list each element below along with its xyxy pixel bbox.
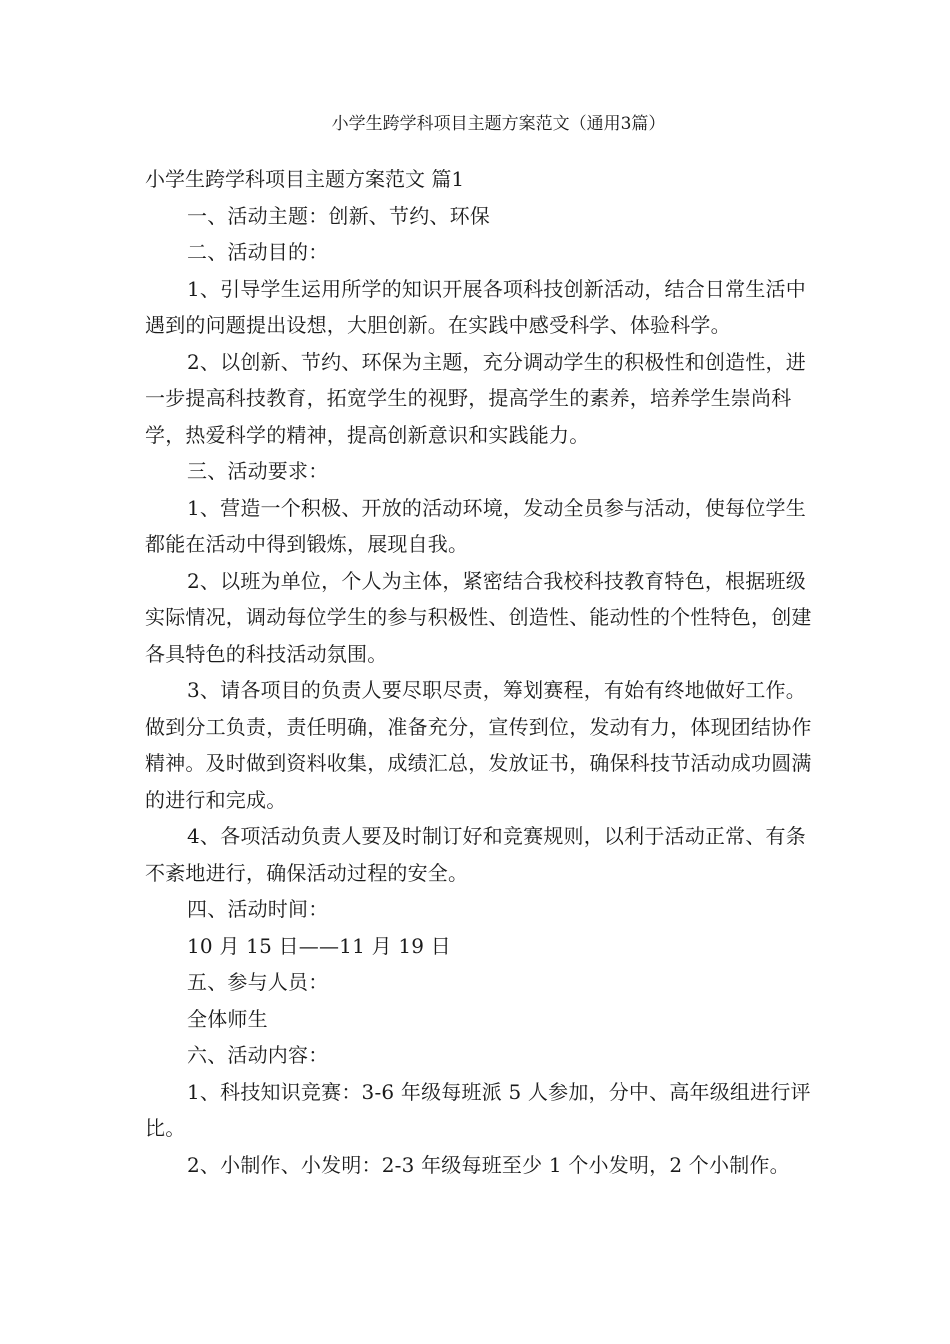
section-heading: 小学生跨学科项目主题方案范文 篇1 xyxy=(145,167,465,191)
paragraph-activity-purpose-heading: 二、活动目的： xyxy=(187,240,329,264)
paragraph-time-heading: 四、活动时间： xyxy=(187,897,329,921)
paragraph-requirement-4: 4、各项活动负责人要及时制订好和竞赛规则，以利于活动正常、有条不紊地进行，确保活动过程的安全。 xyxy=(145,824,806,885)
paragraph-purpose-1: 1、引导学生运用所学的知识开展各项科技创新活动，结合日常生活中遇到的问题提出设想，大胆创新。在实践中感受科学、体验科学。 xyxy=(145,276,806,337)
paragraph-requirement-2: 2、以班为单位，个人为主体，紧密结合我校科技教育特色，根据班级实际情况，调动每位学生的参与积极性、创造性、能动性的个性特色，创建各具特色的科技活动氛围。 xyxy=(145,568,812,666)
document-title: 小学生跨学科项目主题方案范文（通用3篇） xyxy=(331,114,666,134)
paragraph-participants-heading: 五、参与人员： xyxy=(187,970,329,994)
paragraph-participants-value: 全体师生 xyxy=(187,1006,268,1031)
paragraph-time-value: 10 月 15 日——11 月 19 日 xyxy=(187,933,451,958)
paragraph-requirement-1: 1、营造一个积极、开放的活动环境，发动全员参与活动，使每位学生都能在活动中得到锻炼，展现自我。 xyxy=(145,495,806,556)
paragraph-content-2: 2、小制作、小发明：2-3 年级每班至少 1 个小发明，2 个小制作。 xyxy=(187,1152,790,1177)
paragraph-requirement-3: 3、请各项目的负责人要尽职尽责，筹划赛程，有始有终地做好工作。做到分工负责，责任明确，准备充分，宣传到位，发动有力，体现团结协作精神。及时做到资料收集，成绩汇总，发放证书，确保科技节活动成功圆满的进行和完成。 xyxy=(145,678,812,812)
paragraph-content-1: 1、科技知识竞赛：3-6 年级每班派 5 人参加，分中、高年级组进行评比。 xyxy=(145,1079,811,1140)
paragraph-purpose-2: 2、以创新、节约、环保为主题，充分调动学生的积极性和创造性，进一步提高科技教育，拓宽学生的视野，提高学生的素养，培养学生崇尚科学，热爱科学的精神，提高创新意识和实践能力。 xyxy=(145,349,806,447)
paragraph-activity-theme: 一、活动主题：创新、节约、环保 xyxy=(187,203,490,228)
paragraph-content-heading: 六、活动内容： xyxy=(187,1043,329,1067)
paragraph-requirements-heading: 三、活动要求： xyxy=(187,459,329,483)
